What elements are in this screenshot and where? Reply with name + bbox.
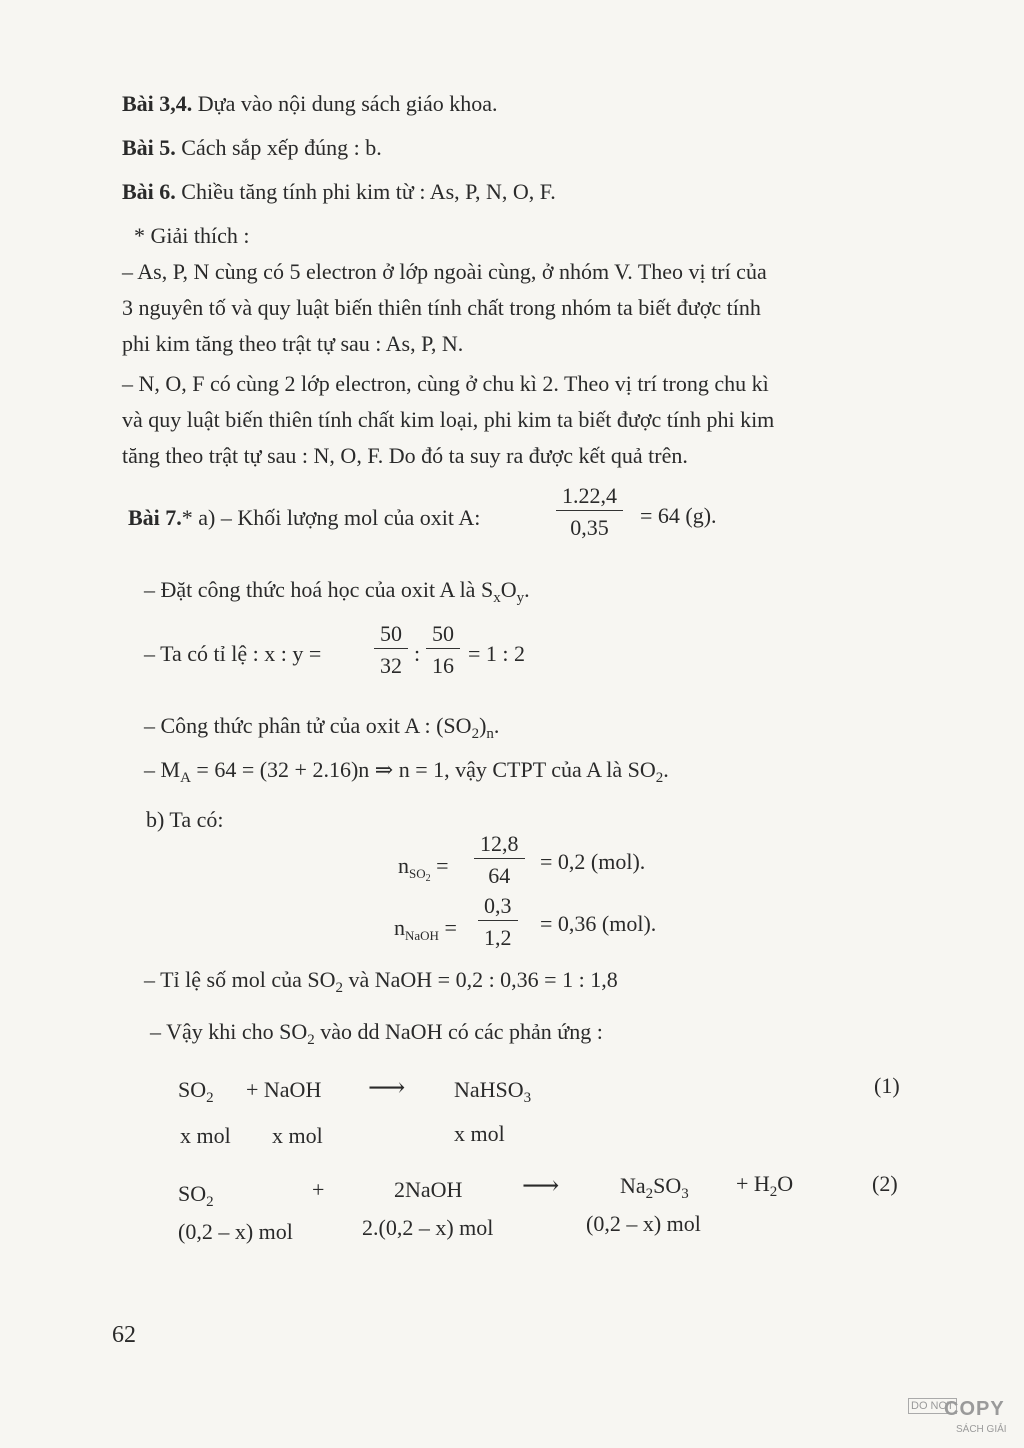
ma-text: = 64 = (32 + 2.16)n ⇒ n = 1, vậy CTPT của A là SO: [190, 757, 656, 782]
r2-o: O: [777, 1171, 794, 1196]
r2-product-na2so3: [620, 1172, 689, 1200]
bai6-text: Chiều tăng tính phi kim từ : As, P, N, O, F.: [181, 179, 556, 204]
ratio-den-1: 32: [380, 653, 402, 678]
nso2-n: n: [398, 853, 409, 878]
r2-number: (2): [872, 1171, 898, 1196]
mol-ratio-line: [144, 966, 618, 994]
r2-naoh: 2NaOH: [394, 1177, 463, 1202]
bai6-line: [122, 178, 556, 206]
react-intro-a: – Vậy khi cho SO: [150, 1019, 308, 1044]
p1-line1: – As, P, N cùng có 5 electron ở lớp ngoài cùng, ở nhóm V. Theo vị trí của: [122, 259, 767, 284]
nnaoh-eq: =: [444, 915, 457, 940]
mol-ratio-b: và NaOH = 0,2 : 0,36 = 1 : 1,8: [342, 967, 618, 992]
nnaoh-numerator: 0,3: [478, 894, 518, 921]
p2-line1: – N, O, F có cùng 2 lớp electron, cùng ở chu kì 2. Theo vị trí trong chu kì: [122, 371, 769, 396]
r2-mol-3: (0,2 – x) mol: [586, 1211, 701, 1236]
bai7-line: [128, 504, 480, 532]
nso2-sub: SO: [409, 866, 426, 881]
r1-reactant-so2: [178, 1076, 214, 1104]
r1-mol-3: x mol: [454, 1121, 505, 1146]
nso2-result: = 0,2 (mol).: [540, 849, 646, 874]
p1-line3: phi kim tăng theo trật tự sau : As, P, N.: [122, 331, 464, 356]
nso2-eq: =: [436, 853, 449, 878]
r1-so-sub: 2: [206, 1090, 214, 1106]
formula-text: – Đặt công thức hoá học của oxit A là S: [144, 577, 494, 602]
nso2-symbol: [398, 852, 449, 884]
r2-reactant-so2: [178, 1180, 214, 1208]
bai5-label: Bài 5.: [122, 135, 176, 160]
nnaoh-symbol: [394, 914, 457, 942]
ratio-num-2: 50: [426, 622, 460, 649]
molecular-formula-line: [144, 712, 499, 740]
ma-prefix: – M: [144, 757, 181, 782]
r2-so-sub: 2: [206, 1194, 214, 1210]
mf-n: n: [486, 726, 494, 742]
nnaoh-denominator: 1,2: [484, 925, 512, 950]
page-number: 62: [112, 1322, 136, 1348]
r2-plus: +: [312, 1177, 325, 1202]
formula-o: O: [500, 577, 517, 602]
ma-line: [144, 756, 669, 784]
p1-line2: 3 nguyên tố và quy luật biến thiên tính chất trong nhóm ta biết được tính: [122, 295, 761, 320]
ratio-num-1: 50: [374, 622, 408, 649]
r2-h-sub: 2: [769, 1184, 778, 1200]
react-intro-sub: 2: [307, 1032, 315, 1048]
nnaoh-n: n: [394, 915, 405, 940]
nnaoh-fraction: [478, 894, 518, 951]
r2-mol-2: 2.(0,2 – x) mol: [362, 1215, 494, 1240]
formula-line: [144, 576, 530, 604]
r2-h: + H: [736, 1171, 770, 1196]
nso2-sub2: 2: [425, 873, 431, 884]
r2-so3: SO: [653, 1173, 682, 1198]
explain-heading: * Giải thích :: [134, 223, 250, 248]
p2-line3: tăng theo trật tự sau : N, O, F. Do đó ta suy ra được kết quả trên.: [122, 443, 688, 468]
react-intro-b: vào dd NaOH có các phản ứng :: [314, 1019, 603, 1044]
nnaoh-sub: NaOH: [405, 928, 439, 943]
molar-fraction: [556, 484, 623, 541]
ratio-den-2: 16: [432, 653, 454, 678]
ratio-fraction-1: [374, 622, 408, 679]
r1-so: SO: [178, 1077, 207, 1102]
nso2-denominator: 64: [488, 863, 511, 888]
bai7-intro: * a) – Khối lượng mol của oxit A:: [181, 505, 481, 530]
mol-ratio-sub: 2: [335, 980, 343, 996]
formula-y: y: [516, 590, 525, 606]
mf-end: .: [493, 713, 500, 738]
ma-end: .: [663, 757, 669, 782]
bai5-line: [122, 134, 382, 162]
r2-mol-1: (0,2 – x) mol: [178, 1219, 293, 1244]
molar-denominator: 0,35: [570, 515, 609, 540]
stamp-main: COPY: [944, 1398, 1005, 1420]
r1-nahso: NaHSO: [454, 1077, 524, 1102]
formula-x: x: [493, 590, 501, 606]
r1-number: (1): [874, 1073, 900, 1098]
formula-end: .: [524, 577, 530, 602]
r1-mol-2: x mol: [272, 1123, 323, 1148]
r2-so: SO: [178, 1181, 207, 1206]
nso2-numerator: 12,8: [474, 832, 525, 859]
bai6-label: Bài 6.: [122, 179, 176, 204]
bai5-text: Cách sắp xếp đúng : b.: [181, 135, 382, 160]
ratio-result: = 1 : 2: [468, 641, 526, 666]
r2-arrow: ⟶: [522, 1171, 560, 1200]
bai34-line: [122, 90, 497, 118]
reaction-intro-line: [150, 1018, 603, 1046]
mf-text: – Công thức phân tử của oxit A : (SO: [144, 713, 472, 738]
nnaoh-result: = 0,36 (mol).: [540, 911, 657, 936]
bai7-label: Bài 7.: [128, 505, 182, 530]
ratio-colon: :: [414, 641, 421, 666]
r1-mol-1: x mol: [180, 1123, 231, 1148]
nso2-fraction: [474, 832, 525, 889]
r2-na: Na: [620, 1173, 646, 1198]
r1-nahso-sub: 3: [523, 1090, 532, 1106]
stamp-sub: SÁCH GIẢI: [956, 1424, 1007, 1435]
bai34-text: Dựa vào nội dung sách giáo khoa.: [197, 91, 498, 116]
do-not-copy-stamp: [908, 1396, 1012, 1440]
ma-sub: A: [180, 770, 191, 786]
r1-naoh: + NaOH: [246, 1077, 322, 1102]
ratio-prefix: – Ta có tỉ lệ : x : y =: [144, 641, 322, 666]
r2-product-h2o: [736, 1170, 793, 1198]
mf-close: ): [479, 713, 487, 738]
r1-arrow: ⟶: [368, 1073, 406, 1102]
ma-sub2: 2: [655, 770, 664, 786]
bai34-label: Bài 3,4.: [122, 91, 193, 116]
ratio-fraction-2: [426, 622, 460, 679]
molar-result: = 64 (g).: [640, 503, 717, 528]
mol-ratio-a: – Tỉ lệ số mol của SO: [144, 967, 336, 992]
stamp-left: DO NOT: [908, 1398, 957, 1414]
r2-na-sub: 2: [645, 1186, 654, 1202]
mf-sub: 2: [471, 726, 480, 742]
r1-product: [454, 1076, 531, 1104]
p2-line2: và quy luật biến thiên tính chất kim loại, phi kim ta biết được tính phi kim: [122, 407, 775, 432]
b-label: b) Ta có:: [146, 807, 224, 832]
r2-so3-sub: 3: [681, 1186, 689, 1202]
nso2-sub-wrap: [409, 866, 431, 884]
molar-numerator: 1.22,4: [556, 484, 623, 511]
